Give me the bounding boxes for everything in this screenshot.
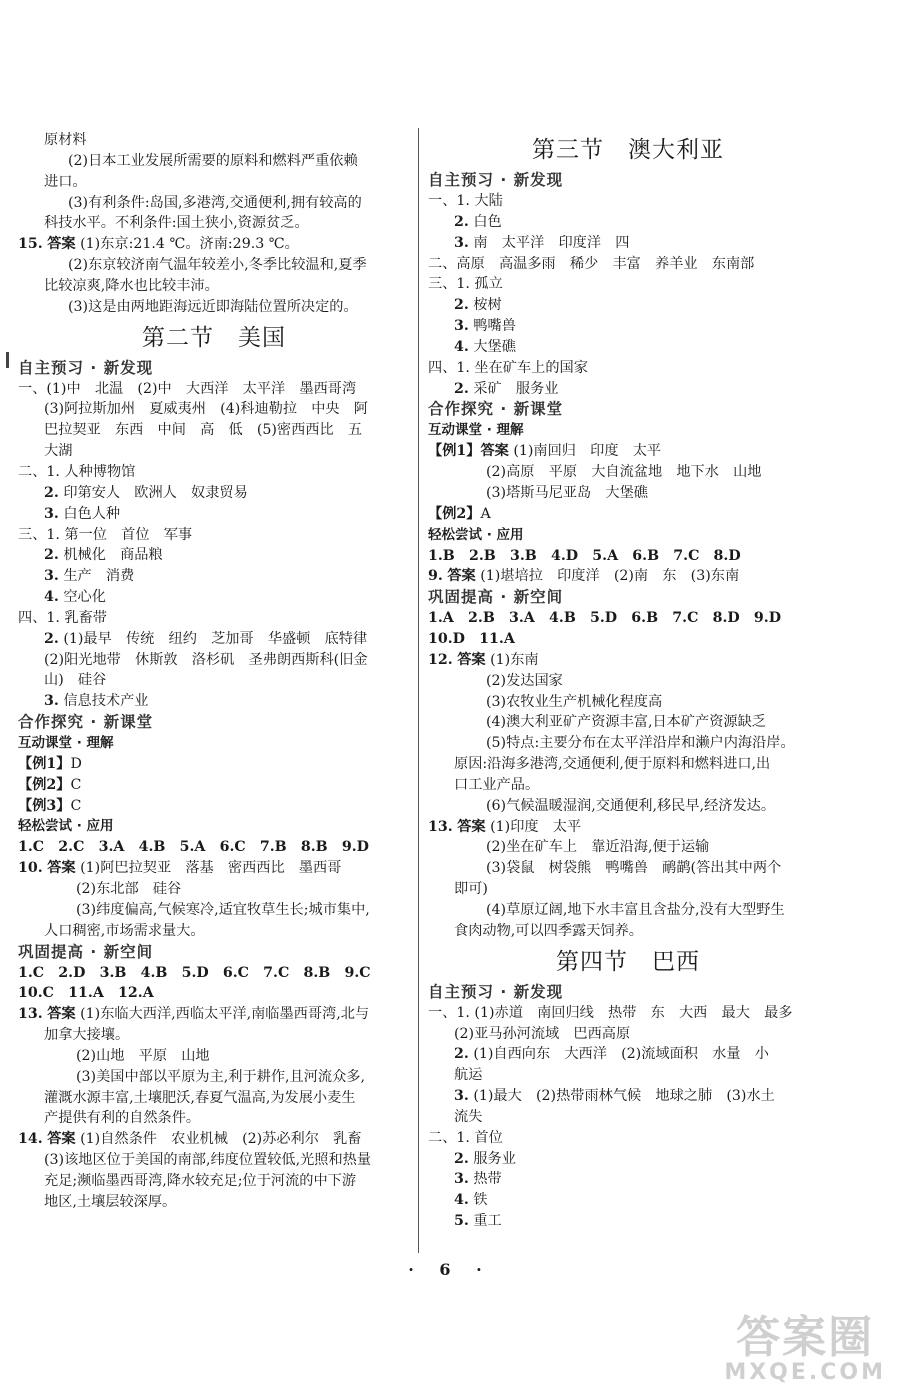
text-line: 食肉动物,可以四季露天饲养。	[454, 922, 643, 939]
subsection-heading: 轻松尝试 · 应用	[18, 818, 114, 835]
text-line: (6)气候温暖湿润,交通便利,移民早,经济发达。	[486, 797, 776, 814]
text-line: 加拿大接壤。	[44, 1027, 130, 1044]
text-line: 2. 机械化 商品粮	[44, 547, 163, 564]
text-line: 二、1. 首位	[428, 1129, 503, 1146]
example-line: 【例2】C	[18, 776, 82, 793]
choice-answers: 10.D 11.A	[428, 631, 515, 648]
text-line: 三、1. 孤立	[428, 276, 503, 293]
text-line: 2. 服务业	[454, 1150, 516, 1167]
section-title: 第二节 美国	[142, 324, 286, 351]
answer-line: 14. 答案 (1)自然条件 农业机械 (2)苏必利尔 乳畜	[18, 1131, 362, 1148]
text-line: 2. (1)自西向东 大西洋 (2)流域面积 水量 小	[454, 1046, 769, 1063]
text-line: 一、(1)中 北温 (2)中 大西洋 太平洋 墨西哥湾	[18, 380, 357, 397]
text-line: (2)东北部 硅谷	[76, 881, 182, 897]
text-line: (4)澳大利亚矿产资源丰富,日本矿产资源缺乏	[486, 714, 766, 731]
text-line: 进口。	[44, 173, 87, 190]
text-line: 充足;濒临墨西哥湾,降水较充足;位于河流的中下游	[44, 1172, 357, 1189]
example-line: 【例3】C	[18, 797, 82, 814]
text-line: 2. (1)最早 传统 纽约 芝加哥 华盛顿 底特律	[44, 630, 368, 647]
text-line: (3)该地区位于美国的南部,纬度位置较低,光照和热量	[44, 1152, 372, 1169]
text-line: 四、1. 坐在矿车上的国家	[428, 359, 588, 376]
text-line: 2. 印第安人 欧洲人 奴隶贸易	[44, 484, 248, 501]
text-line: 原材料	[44, 132, 87, 148]
example-line: 【例1】D	[18, 755, 82, 772]
example-line: 【例2】A	[428, 505, 491, 522]
text-line: (2)阳光地带 休斯敦 洛杉矶 圣弗朗西斯科(旧金	[44, 651, 368, 668]
section-title: 第四节 巴西	[556, 948, 700, 975]
choice-answers: 1.C 2.C 3.A 4.B 5.A 6.C 7.B 8.B 9.D	[18, 839, 369, 856]
section-heading: 自主预习 · 新发现	[428, 171, 564, 189]
text-line: 科技水平。不利条件:国土狭小,资源贫乏。	[44, 215, 309, 232]
text-line: 产提供有利的自然条件。	[44, 1110, 201, 1127]
subsection-heading: 轻松尝试 · 应用	[428, 526, 524, 543]
section-heading: 巩固提高 · 新空间	[18, 942, 154, 961]
text-line: 口工业产品。	[454, 776, 540, 793]
text-line: 大湖	[44, 443, 73, 460]
watermark-text: 答案圈	[736, 1312, 875, 1363]
page-number: · 6 ·	[408, 1260, 492, 1279]
text-line: (3)这是由两地距海远近即海陆位置所决定的。	[68, 298, 358, 315]
text-line: 原因:沿海多港湾,交通便利,便于原料和燃料进口,出	[454, 756, 771, 773]
answer-line: 10. 答案 (1)阿巴拉契亚 落基 密西西比 墨西哥	[18, 860, 342, 877]
answer-line: 9. 答案 (1)堪培拉 印度洋 (2)南 东 (3)东南	[428, 568, 740, 585]
text-line: 3. 信息技术产业	[44, 693, 149, 710]
margin-mark	[6, 352, 9, 368]
answer-line: 15. 答案 (1)东京:21.4 ℃。济南:29.3 ℃。	[18, 236, 299, 253]
text-line: 2. 采矿 服务业	[454, 380, 559, 397]
text-line: (3)农牧业生产机械化程度高	[486, 693, 663, 710]
text-line: 航运	[454, 1067, 483, 1084]
watermark-url: MXQE.COM	[724, 1360, 886, 1385]
subsection-heading: 互动课堂 · 理解	[18, 735, 114, 752]
text-line: 3. 南 太平洋 印度洋 四	[454, 234, 630, 251]
text-line: (2)高原 平原 大自流盆地 地下水 山地	[486, 464, 762, 481]
text-line: 人口稠密,市场需求量大。	[44, 922, 205, 939]
answer-line: 13. 答案 (1)东临大西洋,西临太平洋,南临墨西哥湾,北与	[18, 1006, 370, 1023]
text-line: (3)美国中部以平原为主,利于耕作,且河流众多,	[76, 1068, 366, 1085]
text-line: 灌溉水源丰富,土壤肥沃,春夏气温高,为发展小麦生	[44, 1089, 356, 1106]
text-line: 3. 鸭嘴兽	[454, 318, 516, 335]
section-heading: 自主预习 · 新发现	[428, 982, 564, 1001]
text-line: 一、1. 大陆	[428, 193, 503, 209]
text-line: 比较凉爽,降水也比较丰沛。	[44, 277, 219, 294]
choice-answers: 1.C 2.D 3.B 4.B 5.D 6.C 7.C 8.B 9.C	[18, 964, 371, 981]
text-line: 5. 重工	[454, 1213, 502, 1230]
section-heading: 合作探究 · 新课堂	[428, 400, 564, 419]
text-line: 一、1. (1)赤道 南回归线 热带 东 大西 最大 最多	[428, 1004, 793, 1021]
text-line: (2)山地 平原 山地	[76, 1047, 210, 1064]
choice-answers: 10.C 11.A 12.A	[18, 985, 154, 1002]
text-line: 即可)	[454, 881, 488, 898]
text-line: (2)发达国家	[486, 672, 563, 689]
text-line: 流失	[454, 1108, 483, 1125]
choice-answers: 1.B 2.B 3.B 4.D 5.A 6.B 7.C 8.D	[428, 547, 741, 564]
text-line: (3)塔斯马尼亚岛 大堡礁	[486, 484, 648, 501]
section-heading: 自主预习 · 新发现	[18, 358, 154, 377]
text-line: 3. 生产 消费	[44, 568, 135, 585]
subsection-heading: 互动课堂 · 理解	[428, 422, 524, 439]
text-line: (3)纬度偏高,气候寒冷,适宜牧草生长;城市集中,	[76, 901, 370, 918]
text-line: (3)袋鼠 树袋熊 鸭嘴兽 鸸鹋(答出其中两个	[486, 860, 782, 877]
text-line: 山) 硅谷	[44, 672, 107, 689]
text-line: 4. 铁	[454, 1192, 488, 1209]
text-line: (2)东京较济南气温年较差小,冬季比较温和,夏季	[68, 257, 367, 274]
text-line: 二、高原 高温多雨 稀少 丰富 养羊业 东南部	[428, 255, 755, 272]
example-line: 【例1】答案 (1)南回归 印度 太平	[428, 443, 662, 460]
right-column	[428, 130, 828, 1232]
answer-line: 12. 答案 (1)东南	[428, 651, 539, 668]
text-line: 三、1. 第一位 首位 军事	[18, 526, 193, 543]
text-line: (5)特点:主要分布在太平洋沿岸和濑户内海沿岸。	[486, 735, 795, 752]
text-line: 2. 白色	[454, 213, 502, 230]
section-title: 第三节 澳大利亚	[532, 137, 724, 163]
text-line: (2)坐在矿车上 靠近沿海,便于运输	[486, 839, 710, 856]
text-line: (2)日本工业发展所需要的原料和燃料严重依赖	[68, 152, 358, 169]
text-line: (4)草原辽阔,地下水丰富且含盐分,没有大型野生	[486, 902, 785, 918]
text-line: (2)亚马孙河流域 巴西高原	[454, 1025, 631, 1042]
text-line: 3. 白色人种	[44, 505, 121, 522]
watermark-logo	[724, 1312, 886, 1386]
text-line: (3)阿拉斯加州 夏威夷州 (4)科迪勒拉 中央 阿	[44, 401, 368, 418]
answer-line: 13. 答案 (1)印度 太平	[428, 818, 582, 835]
text-line: 四、1. 乳畜带	[18, 609, 107, 626]
text-line: 4. 大堡礁	[454, 338, 516, 355]
text-line: (3)有利条件:岛国,多港湾,交通便利,拥有较高的	[68, 194, 362, 211]
choice-answers: 1.A 2.B 3.A 4.B 5.D 6.B 7.C 8.D 9.D	[428, 610, 781, 627]
section-heading: 巩固提高 · 新空间	[428, 588, 564, 607]
text-line: 4. 空心化	[44, 589, 106, 606]
text-line: 3. 热带	[454, 1171, 502, 1188]
text-line: 巴拉契亚 东西 中间 高 低 (5)密西西比 五	[44, 422, 363, 439]
text-line: 地区,土壤层较深厚。	[44, 1193, 177, 1210]
section-heading: 合作探究 · 新课堂	[18, 713, 154, 732]
column-divider	[418, 128, 419, 1253]
left-column	[18, 130, 410, 1213]
text-line: 3. (1)最大 (2)热带雨林气候 地球之肺 (3)水土	[454, 1088, 775, 1105]
text-line: 2. 桉树	[454, 297, 502, 314]
text-line: 二、1. 人种博物馆	[18, 463, 136, 480]
